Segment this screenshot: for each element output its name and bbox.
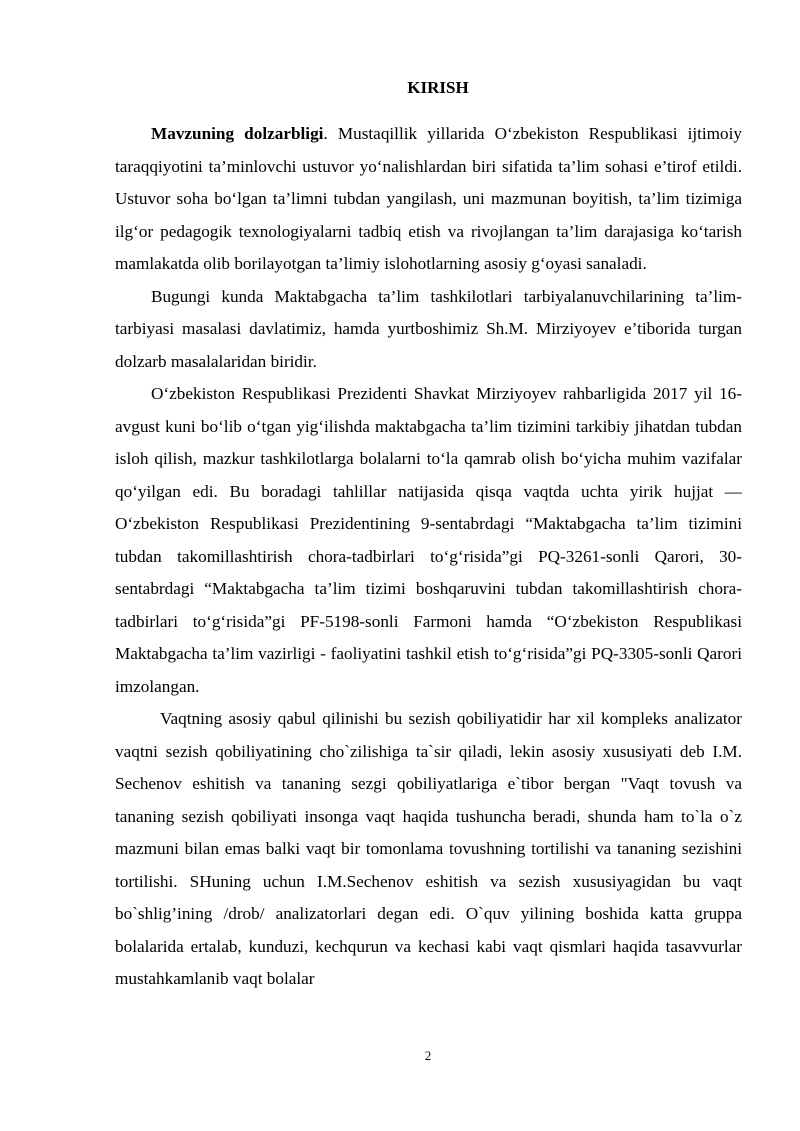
page-number: 2 (424, 1048, 432, 1063)
paragraph-text: . Mustaqillik yillarida O‘zbekiston Respublikasi ijtimoiy taraqqiyotini ta’minlovchi ustuvor yo‘nalishlardan biri sifatida ta’lim sohasi e’tirof etildi. Ustuvor soha bo‘lgan ta’limni tubdan yangilash, uni mazmunan boyitish, ta’lim tizimiga ilg‘or pedagogik texnologiyalarni tadbiq etish va rivojlangan ta’lim darajasiga ko‘tarish mamlakatda olib borilayotgan ta’limiy islohotlarning asosiy g‘oyasi sanaladi. (115, 124, 742, 273)
document-body (115, 118, 742, 996)
paragraph-relevance (115, 118, 742, 281)
paragraph-lead: Mavzuning dolzarbligi (151, 124, 324, 143)
page-title: KIRISH (407, 78, 469, 97)
paragraph-preschool-education: Bugungi kunda Maktabgacha ta’lim tashkilotlari tarbiyalanuvchilarining ta’lim-tarbiyasi masalasi davlatimiz, hamda yurtboshimiz Sh.M. Mirziyoyev e’tiborida turgan dolzarb masalalaridan biridir. (115, 286, 742, 371)
paragraph-presidential-decrees: O‘zbekiston Respublikasi Prezidenti Shavkat Mirziyoyev rahbarligida 2017 yil 16-avgust kuni bo‘lib o‘tgan yig‘ilishda maktabgacha ta’lim tizimini tarkibiy jihatdan tubdan isloh qilish, mazkur tashkilotlarga bolalarni to‘la qamrab olish bo‘yicha muhim vazifalar qo‘yilgan edi. Bu boradagi tahlillar natijasida qisqa vaqtda uchta yirik hujjat — O‘zbekiston Respublikasi Prezidentining 9-sentabrdagi “Maktabgacha ta’lim tizimini tubdan takomillashtirish chora-tadbirlari to‘g‘risida”gi PQ-3261-sonli Qarori, 30-sentabrdagi “Maktabgacha ta’lim tizimi boshqaruvini tubdan takomillashtirish chora-tadbirlari to‘g‘risida”gi PF-5198-sonli Farmoni hamda “O‘zbekiston Respublikasi Maktabgacha ta’lim vazirligi - faoliyatini tashkil etish to‘g‘risida”gi PQ-3305-sonli Qarori imzolangan. (115, 384, 742, 696)
paragraph-time-perception: Vaqtning asosiy qabul qilinishi bu sezish qobiliyatidir har xil kompleks analizator vaqtni sezish qobiliyatining cho`zilishiga ta`sir qiladi, lekin asosiy xususiyati deb I.M. Sechenov eshitish va tananing sezgi qobiliyatlariga e`tibor bergan "Vaqt tovush va tananing sezish qobiliyati insonga vaqt haqida tushuncha beradi, shunda ham to`la o`z mazmuni bilan emas balki vaqt bir tomonlama tovushning tortilishi va tananing sezishini tortilishi. SHuning uchun I.M.Sechenov eshitish va sezish xususiyagidan bu vaqt bo`shlig’ining /drob/ analizatorlari degan edi. O`quv yilining boshida katta gruppa bolalarida ertalab, kunduzi, kechqurun va kechasi kabi vaqt qismlari haqida tasavvurlar mustahkamlanib vaqt bolalar (115, 709, 742, 988)
